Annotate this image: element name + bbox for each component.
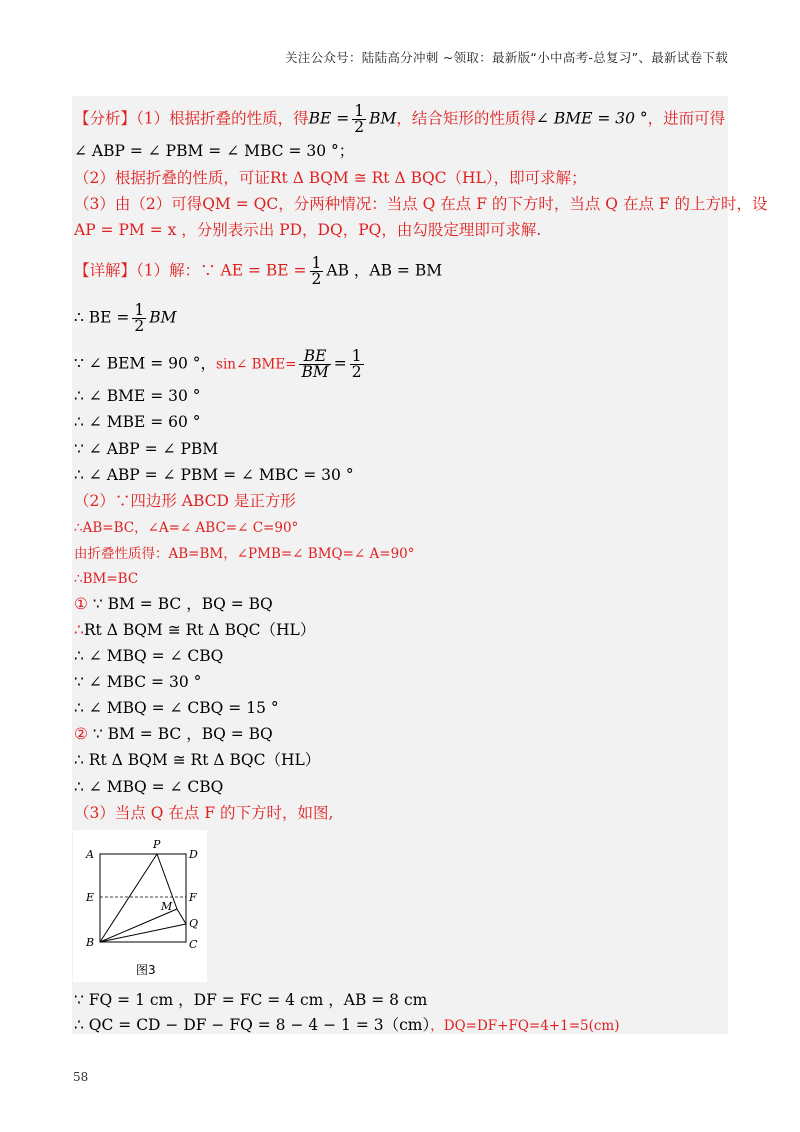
geometry-figure xyxy=(73,830,207,982)
detail-line-12: ① ∵ BM = BC ，BQ = BQ xyxy=(74,595,273,613)
detail-line-16: ∴ ∠ MBQ = ∠ CBQ = 15 ° xyxy=(74,699,279,717)
detail-line-11: ∴BM=BC xyxy=(74,571,139,587)
detail-line-2: ∴ BE = $\frac{1}{2}$ BM xyxy=(74,301,177,335)
segment-bp xyxy=(100,854,157,942)
detail-line-20: （3）当点 Q 在点 F 的下方时，如图, xyxy=(74,804,334,822)
detail-line-9: ∴AB=BC，∠A=∠ ABC=∠ C=90° xyxy=(74,520,299,536)
detail-line-13: ∴Rt Δ BQM ≅ Rt Δ BQC（HL） xyxy=(74,621,316,639)
detail-line-14: ∴ ∠ MBQ = ∠ CBQ xyxy=(74,647,224,665)
label-f: F xyxy=(189,891,197,904)
detail-line-5: ∴ ∠ MBE = 60 ° xyxy=(74,413,201,431)
label-a: A xyxy=(86,848,94,861)
label-b: B xyxy=(86,936,95,949)
detail-line-18: ∴ Rt Δ BQM ≅ Rt Δ BQC（HL） xyxy=(74,751,321,769)
detail-line-15: ∵ ∠ MBC = 30 ° xyxy=(74,673,202,691)
label-m: M xyxy=(161,900,173,913)
detail-line-1: 【详解】（1）解：∵ AE = BE = $\frac{1}{2}$ AB ，AB = BM xyxy=(74,254,443,288)
page-number: 58 xyxy=(73,1070,89,1084)
analysis-line-3: （2）根据折叠的性质，可证Rt Δ BQM ≅ Rt Δ BQC（HL），即可求解； xyxy=(74,169,587,187)
label-d: D xyxy=(189,848,198,861)
label-e: E xyxy=(86,891,95,904)
detail-line-8: （2）∵四边形 ABCD 是正方形 xyxy=(74,492,296,510)
label-c: C xyxy=(189,938,198,951)
analysis-line-1: 【分析】（1）根据折叠的性质，得BE = $\frac{1}{2}$ BM，结合矩形的性质得∠ BME = 30 °，进而可得 xyxy=(74,102,726,136)
analysis-line-2: ∠ ABP = ∠ PBM = ∠ MBC = 30 °； xyxy=(74,142,355,160)
label-q: Q xyxy=(189,917,199,930)
analysis-tag: 【分析】 xyxy=(74,109,137,128)
segment-bm xyxy=(100,909,177,942)
detail-tag: 【详解】 xyxy=(74,261,137,280)
fraction: $\frac{1}{2}$ xyxy=(351,347,362,381)
fraction: $\frac{1}{2}$ xyxy=(311,254,322,288)
detail-line-22: ∴ QC = CD − DF − FQ = 8 − 4 − 1 = 3（cm），DQ=DF+FQ=4+1=5(cm) xyxy=(74,1016,620,1034)
square-fold-diagram xyxy=(73,830,207,982)
detail-line-10: 由折叠性质得：AB=BM，∠PMB=∠ BMQ=∠ A=90° xyxy=(74,546,415,562)
segment-mq xyxy=(177,909,186,924)
analysis-line-4: （3）由（2）可得QM = QC，分两种情况：当点 Q 在点 F 的下方时，当点 Q 在点 F 的上方时，设 xyxy=(74,195,768,213)
detail-line-21: ∵ FQ = 1 cm ，DF = FC = 4 cm ，AB = 8 cm xyxy=(74,991,428,1009)
detail-line-6: ∵ ∠ ABP = ∠ PBM xyxy=(74,440,219,458)
fraction: $\frac{BE}{BM}$ xyxy=(301,347,329,381)
fraction: $\frac{1}{2}$ xyxy=(134,301,145,335)
detail-line-19: ∴ ∠ MBQ = ∠ CBQ xyxy=(74,778,224,796)
label-p: P xyxy=(153,838,161,851)
detail-line-7: ∴ ∠ ABP = ∠ PBM = ∠ MBC = 30 ° xyxy=(74,466,354,484)
analysis-line-5: AP = PM = x ，分别表示出 PD，DQ，PQ，由勾股定理即可求解. xyxy=(74,221,542,239)
fraction: $\frac{1}{2}$ xyxy=(354,102,365,136)
figure-caption: 图3 xyxy=(136,963,156,977)
detail-line-17: ② ∵ BM = BC ，BQ = BQ xyxy=(74,725,273,743)
detail-line-4: ∴ ∠ BME = 30 ° xyxy=(74,387,201,405)
segment-bq xyxy=(100,924,186,942)
detail-line-3: ∵ ∠ BEM = 90 °，sin∠ BME= $\frac{BE}{BM}$ = $\frac{1}{2}$ xyxy=(74,347,362,381)
page-header: 关注公众号：陆陆高分冲刺 ~领取：最新版“小中高考-总复习”、最新试卷下载 xyxy=(284,50,728,65)
